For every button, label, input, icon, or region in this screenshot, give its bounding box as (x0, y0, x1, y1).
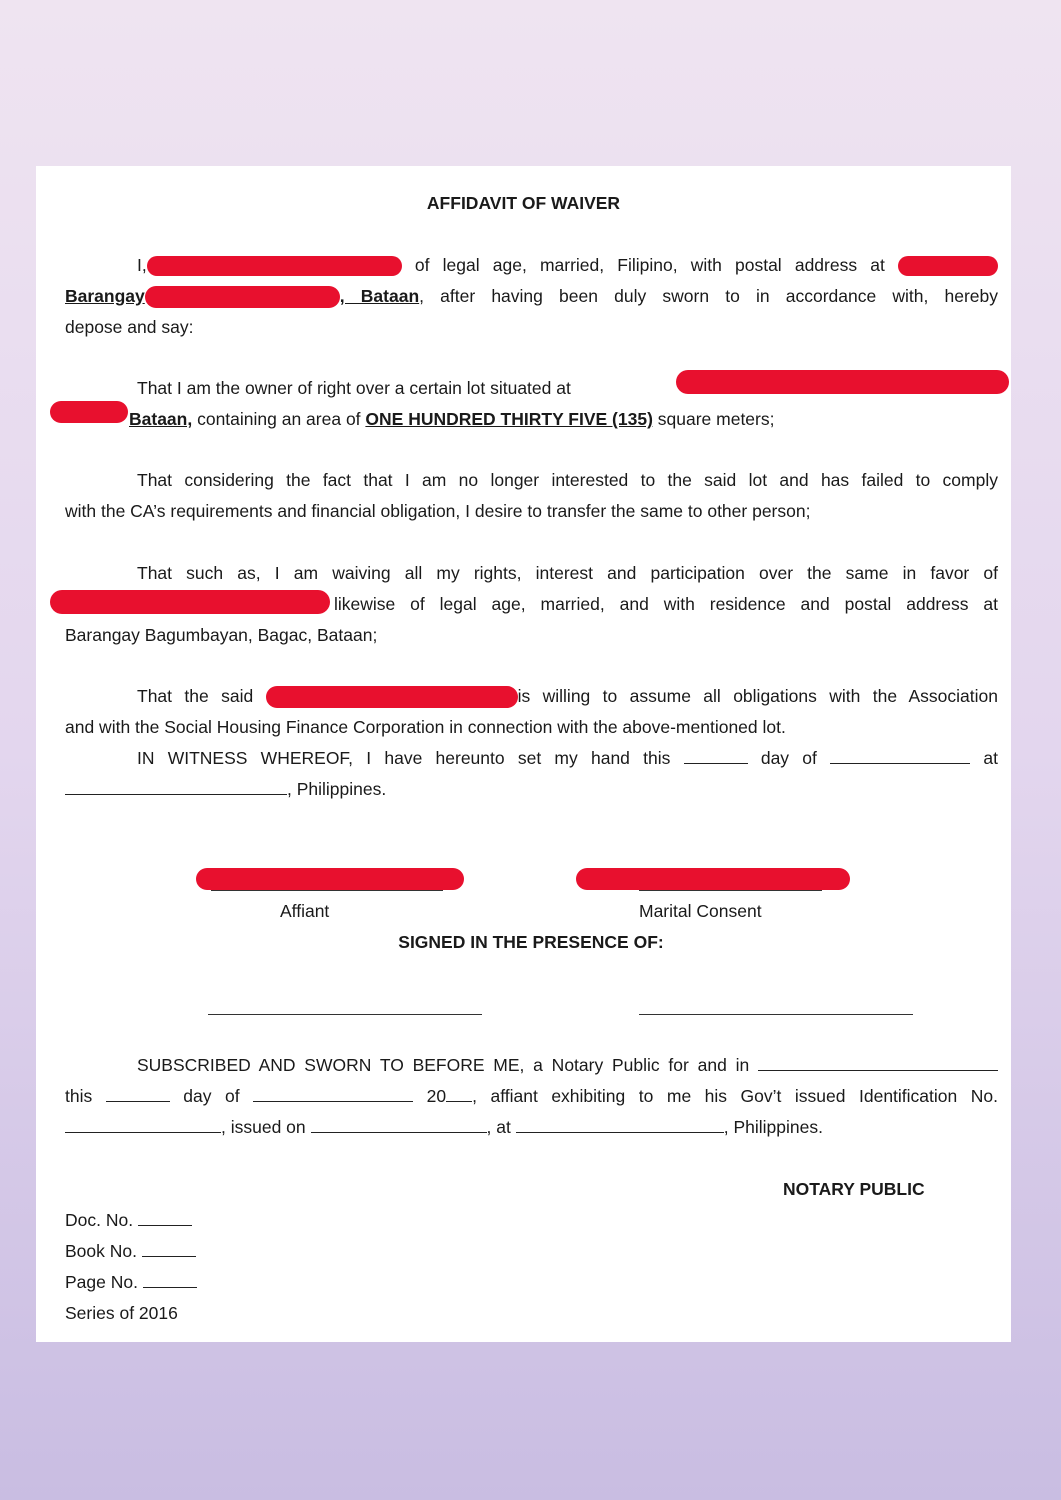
jurat-philippines: , Philippines. (723, 1117, 823, 1137)
jurat-line2 (65, 1086, 998, 1106)
para4-line2: likewise of legal age, married, and with residence and postal address at (334, 594, 998, 614)
jurat-at: , at (486, 1117, 511, 1137)
book-no-blank (142, 1242, 196, 1257)
redacted-lot-location (676, 370, 1009, 394)
lot-area: ONE HUNDRED THIRTY FIVE (135) (365, 409, 653, 429)
redacted-barangay (145, 286, 340, 308)
issue-date-blank (311, 1118, 487, 1133)
witness2-signature-line (639, 1014, 913, 1015)
para2-unit: square meters; (652, 409, 775, 429)
jurat-id-text: , affiant exhibiting to me his Gov’t issued Identification No. (472, 1086, 998, 1106)
affiant-label: Affiant (280, 901, 330, 921)
page-no-label: Page No. (65, 1272, 138, 1292)
book-no-label: Book No. (65, 1241, 137, 1261)
para1-text: of legal age, married, Filipino, with postal address at (414, 255, 885, 275)
jurat-this: this (65, 1086, 93, 1106)
bataan-label: , Bataan (339, 286, 420, 306)
page-no (65, 1272, 197, 1292)
day-blank (684, 749, 748, 764)
witness1-signature-line (208, 1014, 482, 1015)
redacted-waivee-name (50, 590, 330, 614)
jurat-text: SUBSCRIBED AND SWORN TO BEFORE ME, a Notary Public for and in (137, 1055, 750, 1075)
para2-area-text: containing an area of (192, 409, 366, 429)
redacted-lot-municipality (50, 401, 128, 423)
para2-line2 (129, 409, 999, 429)
jurat-line3 (65, 1117, 998, 1137)
witness-at: at (983, 748, 998, 768)
para4-line3: Barangay Bagumbayan, Bagac, Bataan; (65, 625, 378, 645)
jurisdiction-blank (758, 1056, 998, 1071)
barangay-label: Barangay (65, 286, 145, 306)
jurat-line1 (65, 1055, 998, 1075)
redacted-consent-signature (576, 868, 850, 890)
doc-no-label: Doc. No. (65, 1210, 134, 1230)
consent-signature-line (639, 890, 822, 891)
affiant-signature-line (211, 890, 443, 891)
witness-line2 (65, 779, 998, 799)
jurat-year-prefix: 20 (426, 1086, 447, 1106)
redacted-assignee-name (266, 686, 518, 708)
witness-day-of: day of (760, 748, 817, 768)
para5-text: is willing to assume all obligations with the Association (517, 686, 998, 706)
para5-line1 (65, 686, 998, 708)
signed-presence-heading: SIGNED IN THE PRESENCE OF: (398, 932, 664, 952)
redacted-address (898, 256, 998, 276)
jurat-month-blank (253, 1087, 413, 1102)
para1-line1 (65, 255, 998, 276)
para2-text: That I am the owner of right over a certain lot situated at (137, 378, 571, 398)
page-no-blank (143, 1273, 197, 1288)
lot-bataan: Bataan, (129, 409, 193, 429)
year-blank (446, 1087, 472, 1102)
id-number-blank (65, 1118, 221, 1133)
witness-philippines: , Philippines. (287, 779, 387, 799)
issue-place-blank (516, 1118, 724, 1133)
redacted-affiant-signature (196, 868, 464, 890)
series-label: Series of 2016 (65, 1303, 178, 1323)
para4-line1: That such as, I am waiving all my rights, interest and participation over the same in favor of (137, 563, 998, 583)
doc-no-blank (138, 1211, 192, 1226)
place-blank (65, 780, 287, 795)
witness-text: IN WITNESS WHEREOF, I have hereunto set my hand this (137, 748, 671, 768)
witness-line1 (65, 748, 998, 768)
document-page (36, 166, 1011, 1342)
doc-no (65, 1210, 192, 1230)
jurat-issued-on: , issued on (221, 1117, 306, 1137)
para1-intro: I, (137, 255, 147, 275)
para1-line3: depose and say: (65, 317, 194, 337)
book-no (65, 1241, 196, 1261)
para1-text-2: , after having been duly sworn to in accordance with, hereby (419, 286, 999, 306)
jurat-day-of: day of (183, 1086, 240, 1106)
notary-public-label: NOTARY PUBLIC (783, 1179, 925, 1199)
para5-intro: That the said (137, 686, 254, 706)
month-blank (830, 749, 970, 764)
marital-consent-label: Marital Consent (639, 901, 762, 921)
para1-line2 (65, 286, 998, 308)
para5-line2: and with the Social Housing Finance Corporation in connection with the above-mentioned lot. (65, 717, 786, 737)
para3-line1: That considering the fact that I am no longer interested to the said lot and has failed to comply (137, 470, 998, 490)
jurat-day-blank (106, 1087, 170, 1102)
redacted-affiant-name (147, 256, 402, 276)
document-title: AFFIDAVIT OF WAIVER (426, 193, 621, 213)
para3-line2: with the CA’s requirements and financial obligation, I desire to transfer the same to other person; (65, 501, 811, 521)
